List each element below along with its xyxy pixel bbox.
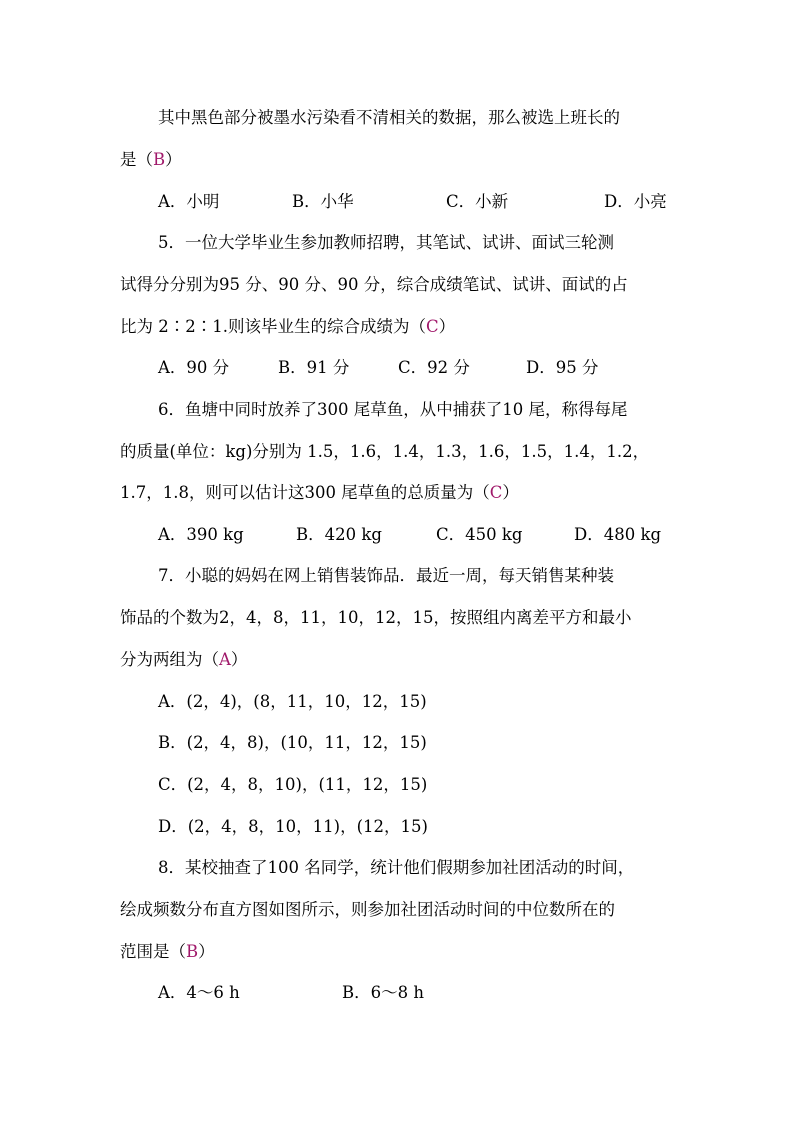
q4-option-d: D．小亮: [604, 192, 667, 211]
q6-answer-suffix: ）: [502, 483, 519, 502]
q7-option-c: C．(2，4，8，10)，(11，12，15): [158, 775, 428, 794]
q7-text-line-3: [120, 648, 680, 672]
q7-option-a: A．(2，4)，(8，11，10，12，15): [158, 692, 427, 711]
q7-option-b: B．(2，4，8)，(10，11，12，15): [158, 733, 427, 752]
q7-option-d: D．(2，4，8，10，11)，(12，15): [158, 817, 428, 836]
q6-answer-prefix: 1.7，1.8，则可以估计这300 尾草鱼的总质量为（: [120, 483, 490, 502]
q5-option-b: B．91 分: [278, 358, 350, 377]
q6-option-c: C．450 kg: [436, 525, 523, 544]
q7-answer-prefix: 分为两组为（: [120, 650, 219, 669]
q6-text-line-3: [120, 481, 680, 505]
q8-answer-prefix: 范围是（: [120, 942, 186, 961]
q4-option-a: A．小明: [158, 192, 220, 211]
q7-text-line-2: 饰品的个数为2，4，8，11，10，12，15，按照组内离差平方和最小: [120, 608, 632, 627]
q5-answer: C: [425, 317, 439, 336]
q8-option-a: A．4～6 h: [158, 983, 240, 1002]
q8-text-line-3: [120, 940, 680, 964]
q5-text-line-1: 5．一位大学毕业生参加教师招聘，其笔试、试讲、面试三轮测: [158, 233, 614, 252]
q7-answer-suffix: ）: [230, 650, 248, 669]
q5-answer-prefix: 比为 2∶2∶1.则该毕业生的综合成绩为（: [120, 317, 426, 336]
q8-answer: B: [186, 942, 199, 961]
q5-option-d: D．95 分: [526, 358, 599, 377]
q6-text-line-2: 的质量(单位：kg)分别为 1.5，1.6，1.4，1.3，1.6，1.5，1.4，1.2，: [120, 442, 650, 461]
q5-option-c: C．92 分: [398, 358, 470, 377]
q6-answer: C: [489, 483, 503, 502]
q6-option-d: D．480 kg: [574, 525, 662, 544]
q7-answer: A: [219, 650, 231, 669]
q4-option-c: C．小新: [446, 192, 509, 211]
q8-text-line-2: 绘成频数分布直方图如图所示，则参加社团活动时间的中位数所在的: [120, 900, 615, 919]
q5-text-line-3: [120, 315, 680, 339]
q5-text-line-2: 试得分分别为95 分、90 分、90 分，综合成绩笔试、试讲、面试的占: [120, 275, 628, 294]
q8-answer-suffix: ）: [198, 942, 215, 961]
q6-option-a: A．390 kg: [158, 525, 244, 544]
q4-answer-prefix: 是（: [120, 150, 153, 169]
q7-text-line-1: 7．小聪的妈妈在网上销售装饰品．最近一周，每天销售某种装: [158, 566, 614, 585]
q4-answer-suffix: ）: [165, 150, 182, 169]
q4-answer: B: [153, 150, 166, 169]
q4-option-b: B．小华: [292, 192, 354, 211]
q4-text-line-1: 其中黑色部分被墨水污染看不清相关的数据，那么被选上班长的: [158, 108, 620, 127]
q5-answer-suffix: ）: [438, 317, 456, 336]
q8-option-b: B．6～8 h: [342, 983, 424, 1002]
q6-option-b: B．420 kg: [296, 525, 382, 544]
q8-text-line-1: 8．某校抽查了100 名同学，统计他们假期参加社团活动的时间，: [158, 858, 635, 877]
q4-text-line-2: [120, 148, 680, 172]
q6-text-line-1: 6．鱼塘中同时放养了300 尾草鱼，从中捕获了10 尾，称得每尾: [158, 400, 628, 419]
q5-option-a: A．90 分: [158, 358, 230, 377]
